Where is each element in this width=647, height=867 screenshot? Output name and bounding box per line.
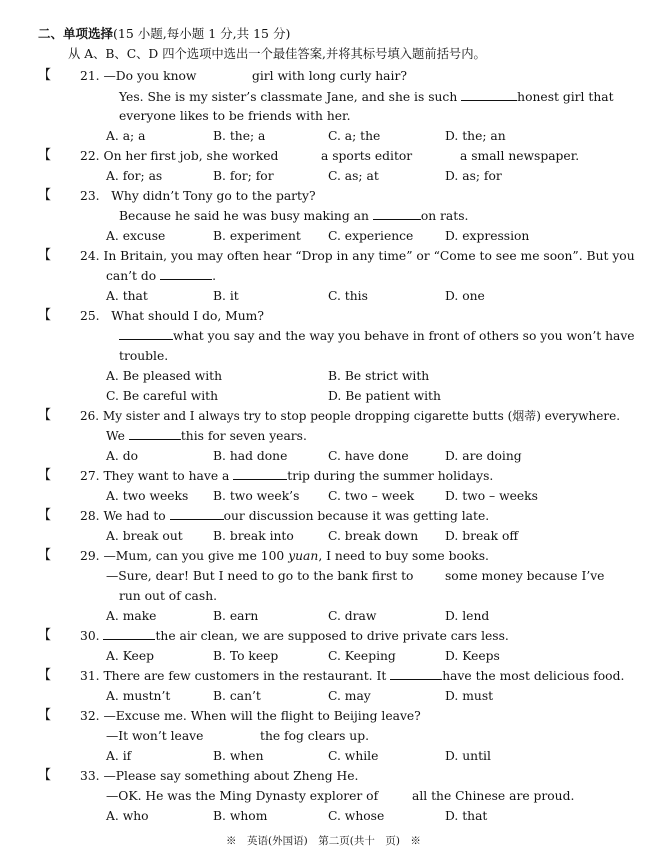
question-30: 30. the air clean, we are supposed to drive private cars less. xyxy=(80,629,509,643)
option-a: A. a; a xyxy=(106,129,146,143)
question-22: 22. On her first job, she worked xyxy=(80,149,279,163)
option-a: A. if xyxy=(106,749,132,763)
answer-bracket: 【 xyxy=(38,548,52,563)
section-title: 二、单项选择(15 小题,每小题 1 分,共 15 分) xyxy=(38,26,291,41)
option-b: B. the; a xyxy=(213,129,266,143)
option-a: A. who xyxy=(106,809,149,823)
option-d: D. lend xyxy=(445,609,490,623)
option-a: A. for; as xyxy=(106,169,163,183)
option-c: C. break down xyxy=(328,529,419,543)
question-26-line2: We this for seven years. xyxy=(106,429,307,443)
page-footer: ※ 英语(外国语) 第二页(共十 页) ※ xyxy=(226,835,421,847)
option-d: D. one xyxy=(445,289,485,303)
question-29-line2: —Sure, dear! But I need to go to the bank first to xyxy=(106,569,414,583)
option-c: C. whose xyxy=(328,809,385,823)
answer-blank xyxy=(119,328,173,340)
option-d: D. are doing xyxy=(445,449,522,463)
option-b: B. earn xyxy=(213,609,259,623)
question-23: 23. Why didn’t Tony go to the party? xyxy=(80,189,316,203)
option-b: B. when xyxy=(213,749,264,763)
option-d: D. break off xyxy=(445,529,519,543)
option-a: A. make xyxy=(106,609,157,623)
answer-blank xyxy=(160,268,212,280)
question-33-line2-end: all the Chinese are proud. xyxy=(412,789,575,803)
option-d: D. that xyxy=(445,809,488,823)
option-d: D. expression xyxy=(445,229,530,243)
option-b: B. it xyxy=(213,289,239,303)
option-b: B. can’t xyxy=(213,689,261,703)
option-a: A. Keep xyxy=(106,649,154,663)
option-d: D. Keeps xyxy=(445,649,500,663)
option-b: B. for; for xyxy=(213,169,274,183)
option-c: C. a; the xyxy=(328,129,381,143)
answer-blank xyxy=(461,89,517,101)
option-c: C. experience xyxy=(328,229,414,243)
question-33: 33. —Please say something about Zheng He. xyxy=(80,769,359,783)
option-b: B. Be strict with xyxy=(328,369,430,383)
answer-bracket: 【 xyxy=(38,68,52,83)
answer-blank xyxy=(233,468,287,480)
answer-blank xyxy=(390,668,442,680)
answer-bracket: 【 xyxy=(38,708,52,723)
option-d: D. the; an xyxy=(445,129,506,143)
answer-blank xyxy=(129,428,181,440)
question-29-line3: run out of cash. xyxy=(119,589,218,603)
question-21-text: girl with long curly hair? xyxy=(252,69,407,83)
option-c: C. while xyxy=(328,749,379,763)
option-d: D. until xyxy=(445,749,491,763)
option-d: D. two – weeks xyxy=(445,489,538,503)
option-c: C. draw xyxy=(328,609,377,623)
option-b: B. had done xyxy=(213,449,288,463)
option-a: A. two weeks xyxy=(106,489,189,503)
question-29-line2-end: some money because I’ve xyxy=(445,569,605,583)
answer-bracket: 【 xyxy=(38,408,52,423)
question-28: 28. We had to our discussion because it was getting late. xyxy=(80,509,490,523)
option-a: A. break out xyxy=(106,529,183,543)
question-25-line2: what you say and the way you behave in front of others so you won’t have xyxy=(119,328,635,344)
question-25-line3: trouble. xyxy=(119,349,169,363)
question-21: 21. —Do you know xyxy=(80,69,197,83)
option-d: D. must xyxy=(445,689,494,703)
answer-bracket: 【 xyxy=(38,188,52,203)
option-d: D. Be patient with xyxy=(328,389,441,403)
section-subtitle: (15 小题,每小题 1 分,共 15 分) xyxy=(113,26,291,41)
section-instruction: 从 A、B、C、D 四个选项中选出一个最佳答案,并将其标号填入题前括号内。 xyxy=(68,47,486,61)
option-b: B. To keep xyxy=(213,649,279,663)
option-c: C. Keeping xyxy=(328,649,396,663)
question-23-line2: Because he said he was busy making an on rats. xyxy=(119,209,469,223)
answer-bracket: 【 xyxy=(38,468,52,483)
answer-blank xyxy=(170,508,224,520)
question-27: 27. They want to have a trip during the summer holidays. xyxy=(80,469,494,483)
answer-blank xyxy=(103,628,155,640)
option-c: C. Be careful with xyxy=(106,389,219,403)
option-c: C. may xyxy=(328,689,371,703)
question-26: 26. My sister and I always try to stop people dropping cigarette butts (烟蒂) everywhere. xyxy=(80,409,621,423)
question-31: 31. There are few customers in the restaurant. It have the most delicious food. xyxy=(80,669,625,683)
answer-bracket: 【 xyxy=(38,668,52,683)
option-c: C. have done xyxy=(328,449,409,463)
question-24-line2: can’t do . xyxy=(106,269,217,283)
option-a: A. mustn’t xyxy=(106,689,171,703)
option-c: C. two – week xyxy=(328,489,415,503)
question-33-line2: —OK. He was the Ming Dynasty explorer of xyxy=(106,789,379,803)
question-21-line3: everyone likes to be friends with her. xyxy=(119,109,351,123)
question-22-text-end: a small newspaper. xyxy=(460,149,580,163)
answer-bracket: 【 xyxy=(38,248,52,263)
question-32-line2: —It won’t leave xyxy=(106,729,204,743)
question-25: 25. What should I do, Mum? xyxy=(80,309,264,323)
question-29: 29. —Mum, can you give me 100 yuan, I need to buy some books. xyxy=(80,549,489,563)
question-21-line2: Yes. She is my sister’s classmate Jane, and she is such honest girl that xyxy=(119,90,614,104)
option-a: A. do xyxy=(106,449,138,463)
option-a: A. that xyxy=(106,289,148,303)
answer-bracket: 【 xyxy=(38,628,52,643)
option-b: B. break into xyxy=(213,529,294,543)
question-22-text: a sports editor xyxy=(321,149,413,163)
option-d: D. as; for xyxy=(445,169,502,183)
answer-bracket: 【 xyxy=(38,508,52,523)
option-b: B. two week’s xyxy=(213,489,300,503)
option-b: B. whom xyxy=(213,809,268,823)
option-a: A. excuse xyxy=(106,229,166,243)
option-c: C. as; at xyxy=(328,169,379,183)
answer-blank xyxy=(373,208,421,220)
answer-bracket: 【 xyxy=(38,308,52,323)
question-32-line2-end: the fog clears up. xyxy=(260,729,370,743)
question-32: 32. —Excuse me. When will the flight to Beijing leave? xyxy=(80,709,421,723)
question-24: 24. In Britain, you may often hear “Drop in any time” or “Come to see me soon”. But you xyxy=(80,249,635,263)
option-c: C. this xyxy=(328,289,368,303)
option-b: B. experiment xyxy=(213,229,301,243)
option-a: A. Be pleased with xyxy=(106,369,223,383)
answer-bracket: 【 xyxy=(38,148,52,163)
answer-bracket: 【 xyxy=(38,768,52,783)
